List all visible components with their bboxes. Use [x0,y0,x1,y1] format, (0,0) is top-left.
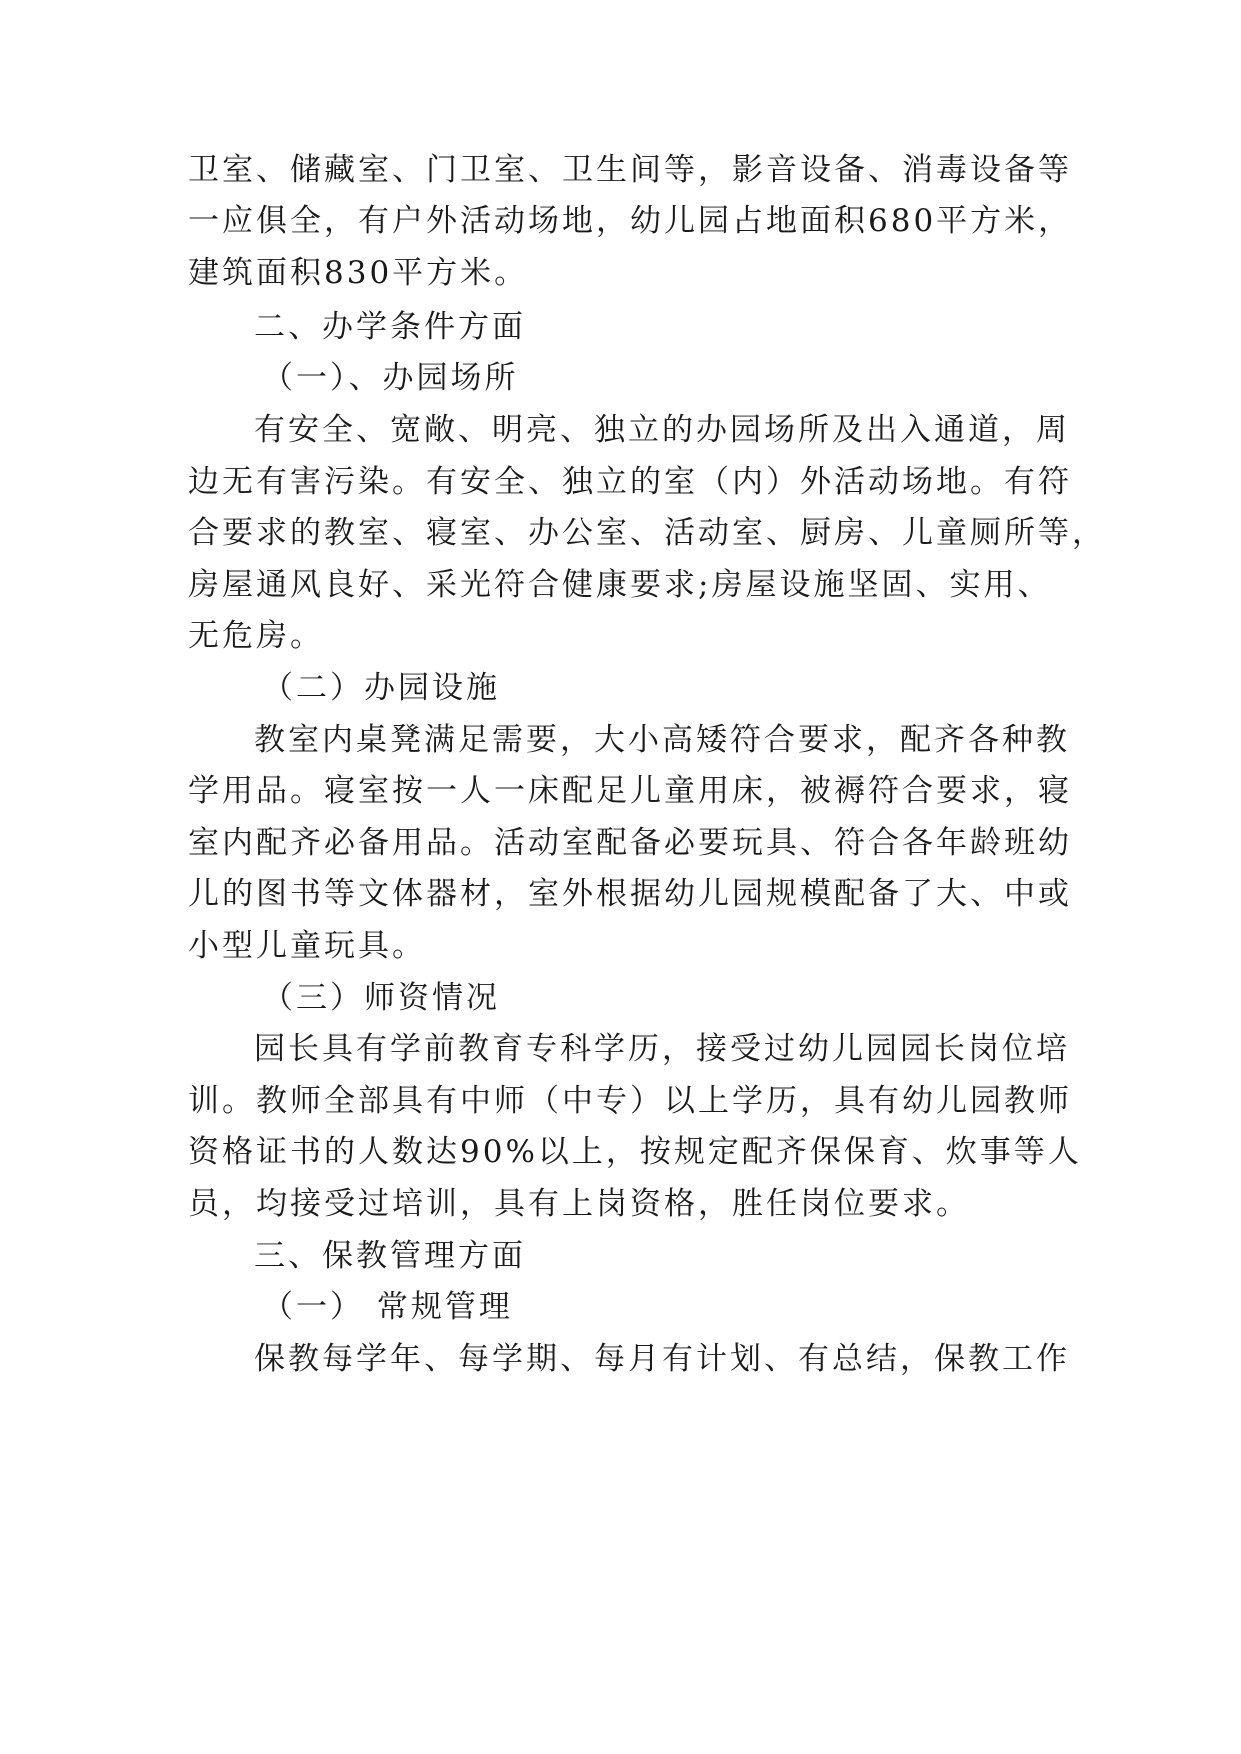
body-text-line: 学用品。寝室按一人一床配足儿童用床，被褥符合要求，寝 [188,773,1072,809]
section-heading: 二、办学条件方面 [254,309,526,345]
subsection-heading: （一） 常规管理 [262,1289,513,1325]
body-text-line: 儿的图书等文体器材，室外根据幼儿园规模配备了大、中或 [188,876,1072,912]
body-text-line: 园长具有学前教育专科学历，接受过幼儿园园长岗位培 [254,1031,1070,1067]
subsection-heading: （一）、办园场所 [262,360,519,396]
body-text-line: 训。教师全部具有中师（中专）以上学历，具有幼儿园教师 [188,1083,1072,1119]
body-text-line: 一应俱全，有户外活动场地，幼儿园占地面积680平方米， [188,203,1073,239]
subsection-heading: （三）师资情况 [262,980,500,1016]
body-text-line: 无危房。 [188,618,324,654]
body-text-line: 合要求的教室、寝室、办公室、活动室、厨房、儿童厕所等， [188,515,1106,551]
body-text-line: 边无有害污染。有安全、独立的室（内）外活动场地。有符 [188,464,1072,500]
section-heading: 三、保教管理方面 [254,1238,526,1274]
body-text-line: 室内配齐必备用品。活动室配备必要玩具、符合各年龄班幼 [188,825,1072,861]
body-text-line: 小型儿童玩具。 [188,928,426,964]
body-text-line: 保教每学年、每学期、每月有计划、有总结，保教工作 [254,1341,1070,1377]
body-text-line: 卫室、储藏室、门卫室、卫生间等，影音设备、消毒设备等 [188,152,1072,188]
body-text-line: 有安全、宽敞、明亮、独立的办园场所及出入通道，周 [254,412,1070,448]
body-text-line: 房屋通风良好、采光符合健康要求;房屋设施坚固、实用、 [188,567,1052,603]
body-text-line: 教室内桌凳满足需要，大小高矮符合要求，配齐各种教 [254,722,1070,758]
body-text-line: 员，均接受过培训，具有上岗资格，胜任岗位要求。 [188,1186,970,1222]
body-text-line: 资格证书的人数达90%以上，按规定配齐保保育、炊事等人 [188,1134,1082,1170]
subsection-heading: （二）办园设施 [262,670,500,706]
body-text-line: 建筑面积830平方米。 [188,255,529,291]
